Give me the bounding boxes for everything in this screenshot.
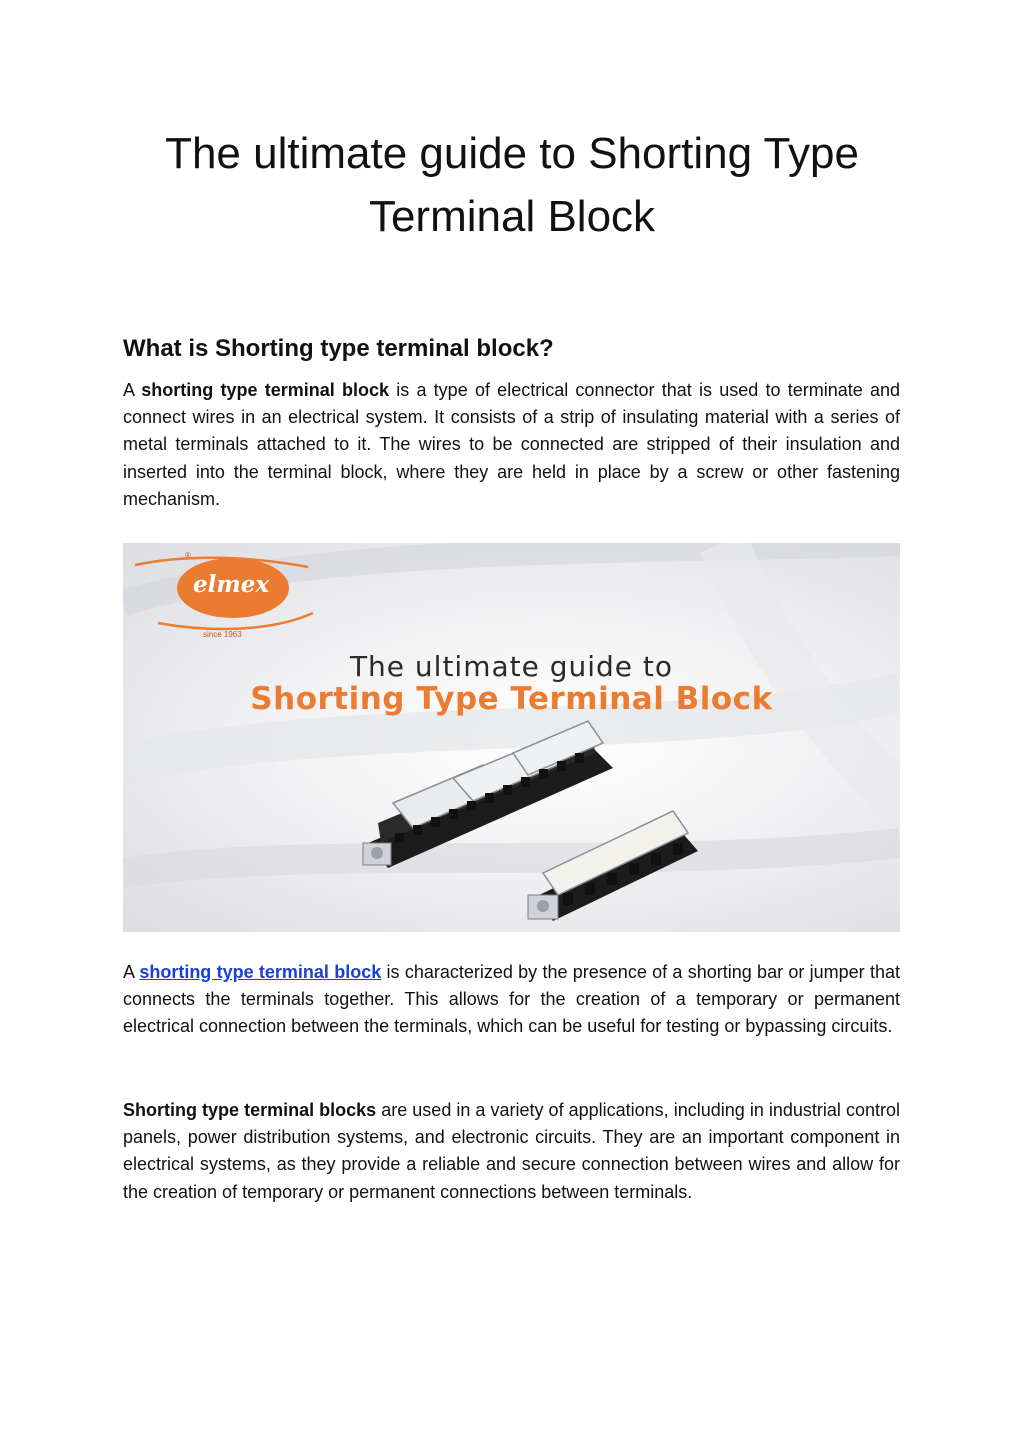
banner-image — [123, 543, 900, 932]
para2-rest: is characterized by the presence of a shorting bar or jumper that connects the terminals together. This allows for the creation of a temporary or permanent electrical connection between the terminals, which can be useful for testing or bypassing circuits. — [123, 962, 900, 1037]
para1-bold-term: shorting type terminal block — [141, 380, 389, 400]
para3-bold-term: Shorting type terminal blocks — [123, 1100, 377, 1120]
intro-paragraph — [123, 377, 900, 513]
banner-headline: The ultimate guide to — [349, 650, 674, 683]
section-heading: What is Shorting type terminal block? — [123, 335, 554, 362]
para3-rest: are used in a variety of applications, including in industrial control panels, power distribution systems, and electronic circuits. They are an important component in electrical systems, as they provide a reliable and secure connection between wires and allow for the creation of temporary or permanent connections between terminals. — [123, 1100, 900, 1202]
para1-lead: A — [123, 380, 142, 400]
shorting-bar-paragraph — [123, 959, 900, 1041]
logo-since: since 1963 — [203, 630, 242, 639]
para1-rest: is a type of electrical connector that is used to terminate and connect wires in an electrical system. It consists of a strip of insulating material with a series of metal terminals attached to it. The wires to be connected are stripped of their insulation and inserted into the terminal block, where they are held in place by a screw or other fastening mechanism. — [123, 380, 900, 509]
shorting-type-terminal-block-link[interactable]: shorting type terminal block — [139, 962, 382, 982]
page-title: The ultimate guide to Shorting Type Terminal Block — [165, 129, 859, 241]
para2-lead: A — [123, 962, 140, 982]
logo-registered-mark: ® — [185, 551, 191, 560]
applications-paragraph — [123, 1097, 900, 1206]
banner-subheadline: Shorting Type Terminal Block — [250, 681, 773, 717]
banner-background — [123, 543, 900, 932]
logo-wordmark: elmex — [193, 571, 270, 598]
